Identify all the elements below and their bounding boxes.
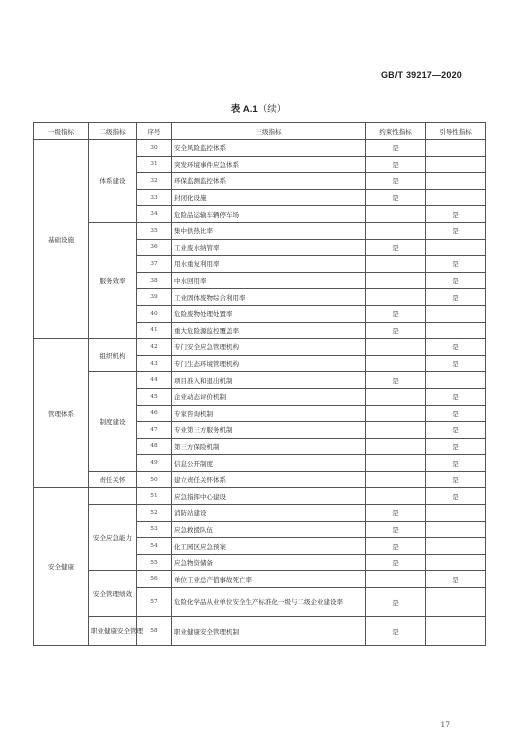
binding-cell: 是 [366, 372, 426, 389]
seq-cell: 37 [137, 256, 172, 273]
col-header-level1: 一级指标 [34, 123, 89, 140]
seq-cell: 39 [137, 289, 172, 306]
level2-cell: 制度建设 [89, 372, 137, 472]
guiding-cell: 是 [426, 289, 486, 306]
guiding-cell [426, 554, 486, 571]
seq-cell: 56 [137, 571, 172, 588]
guiding-cell: 是 [426, 355, 486, 372]
binding-cell [366, 388, 426, 405]
binding-cell [366, 256, 426, 273]
col-header-level2: 二级指标 [89, 123, 137, 140]
binding-cell: 是 [366, 505, 426, 522]
seq-cell: 34 [137, 206, 172, 223]
indicator-name: 单位工业总产值事故死亡率 [172, 571, 366, 588]
guiding-cell [426, 189, 486, 206]
seq-cell: 32 [137, 173, 172, 190]
level2-cell: 安全管理绩效 [89, 571, 137, 617]
level2-cell: 组织机构 [89, 339, 137, 372]
level1-cell: 基础设施 [34, 140, 89, 339]
indicator-name: 项目准入和退出机制 [172, 372, 366, 389]
binding-cell: 是 [366, 322, 426, 339]
guiding-cell: 是 [426, 455, 486, 472]
indicator-name: 危险废物处理处置率 [172, 305, 366, 322]
binding-cell [366, 272, 426, 289]
level2-cell: 责任关怀 [89, 471, 137, 488]
indicator-name: 建立责任关怀体系 [172, 471, 366, 488]
seq-cell: 42 [137, 339, 172, 356]
binding-cell [366, 206, 426, 223]
guiding-cell: 是 [426, 571, 486, 588]
binding-cell: 是 [366, 305, 426, 322]
seq-cell: 58 [137, 617, 172, 646]
binding-cell [366, 405, 426, 422]
level2-cell: 体系建设 [89, 140, 137, 223]
indicator-name: 突发环境事件应急体系 [172, 156, 366, 173]
seq-cell: 49 [137, 455, 172, 472]
binding-cell [366, 422, 426, 439]
guiding-cell [426, 617, 486, 646]
level2-cell: 服务效率 [89, 222, 137, 338]
level1-cell: 安全健康 [34, 488, 89, 646]
guiding-cell [426, 588, 486, 617]
indicator-name: 工业废水纳管率 [172, 239, 366, 256]
table-row [34, 505, 486, 522]
indicator-name: 专门生态环境管理机构 [172, 355, 366, 372]
indicator-name: 化工园区应急预案 [172, 538, 366, 555]
binding-cell: 是 [366, 588, 426, 617]
table-row [34, 140, 486, 157]
guiding-cell: 是 [426, 206, 486, 223]
seq-cell: 46 [137, 405, 172, 422]
guiding-cell: 是 [426, 339, 486, 356]
guiding-cell [426, 372, 486, 389]
col-header-guiding: 引导性指标 [426, 123, 486, 140]
seq-cell: 47 [137, 422, 172, 439]
seq-cell: 36 [137, 239, 172, 256]
indicator-table [33, 122, 486, 646]
seq-cell: 51 [137, 488, 172, 505]
seq-cell: 54 [137, 538, 172, 555]
seq-cell: 53 [137, 521, 172, 538]
indicator-name: 第三方保险机制 [172, 438, 366, 455]
level2-cell-empty [89, 488, 137, 505]
seq-cell: 57 [137, 588, 172, 617]
seq-cell: 48 [137, 438, 172, 455]
col-header-level3: 三级指标 [172, 123, 366, 140]
page-number: 17 [440, 720, 450, 729]
binding-cell: 是 [366, 617, 426, 646]
seq-cell: 41 [137, 322, 172, 339]
guiding-cell [426, 505, 486, 522]
indicator-name: 用水重复利用率 [172, 256, 366, 273]
table-row [34, 488, 486, 505]
binding-cell [366, 339, 426, 356]
table-row [34, 372, 486, 389]
guiding-cell: 是 [426, 222, 486, 239]
guiding-cell [426, 322, 486, 339]
binding-cell [366, 571, 426, 588]
indicator-name: 集中供热比率 [172, 222, 366, 239]
indicator-name: 应急救援队伍 [172, 521, 366, 538]
binding-cell [366, 355, 426, 372]
binding-cell: 是 [366, 554, 426, 571]
seq-cell: 38 [137, 272, 172, 289]
seq-cell: 45 [137, 388, 172, 405]
level1-cell: 管理体系 [34, 339, 89, 488]
level2-cell: 职业健康安全管理 [89, 617, 137, 646]
guiding-cell: 是 [426, 388, 486, 405]
table-row [34, 222, 486, 239]
indicator-name: 应急物资储备 [172, 554, 366, 571]
indicator-name: 危险化学品从业单位安全生产标准化一级与二级企业建设率 [172, 588, 366, 617]
indicator-name: 危险品运输车辆停车场 [172, 206, 366, 223]
col-header-binding: 约束性指标 [366, 123, 426, 140]
binding-cell: 是 [366, 538, 426, 555]
seq-cell: 31 [137, 156, 172, 173]
binding-cell: 是 [366, 156, 426, 173]
indicator-name: 重大危险源监控覆盖率 [172, 322, 366, 339]
binding-cell [366, 488, 426, 505]
guiding-cell: 是 [426, 471, 486, 488]
seq-cell: 43 [137, 355, 172, 372]
binding-cell [366, 222, 426, 239]
binding-cell [366, 289, 426, 306]
binding-cell: 是 [366, 189, 426, 206]
guiding-cell: 是 [426, 405, 486, 422]
table-header-row [34, 123, 486, 140]
guiding-cell [426, 173, 486, 190]
indicator-name: 专门安全应急管理机构 [172, 339, 366, 356]
guiding-cell [426, 521, 486, 538]
indicator-name: 中水回用率 [172, 272, 366, 289]
guiding-cell: 是 [426, 422, 486, 439]
seq-cell: 52 [137, 505, 172, 522]
table-row [34, 571, 486, 588]
col-header-seq: 序号 [137, 123, 172, 140]
indicator-name: 专家咨询机制 [172, 405, 366, 422]
indicator-name: 应急指挥中心建设 [172, 488, 366, 505]
guiding-cell [426, 538, 486, 555]
seq-cell: 40 [137, 305, 172, 322]
level2-cell: 安全应急能力 [89, 505, 137, 571]
standard-code: GB/T 39217—2020 [380, 70, 462, 80]
table-number: 表 A.1 [230, 104, 258, 115]
guiding-cell [426, 239, 486, 256]
indicator-name: 环保监测监控体系 [172, 173, 366, 190]
indicator-name: 安全风险监控体系 [172, 140, 366, 157]
guiding-cell [426, 305, 486, 322]
guiding-cell: 是 [426, 488, 486, 505]
indicator-name: 封闭化设施 [172, 189, 366, 206]
table-row [34, 617, 486, 646]
binding-cell [366, 438, 426, 455]
seq-cell: 35 [137, 222, 172, 239]
indicator-name: 工业固体废物综合利用率 [172, 289, 366, 306]
guiding-cell [426, 156, 486, 173]
seq-cell: 50 [137, 471, 172, 488]
guiding-cell: 是 [426, 438, 486, 455]
guiding-cell [426, 140, 486, 157]
guiding-cell: 是 [426, 256, 486, 273]
binding-cell: 是 [366, 140, 426, 157]
indicator-name: 企业动态评价机制 [172, 388, 366, 405]
seq-cell: 33 [137, 189, 172, 206]
indicator-name: 职业健康安全管理机制 [172, 617, 366, 646]
indicator-name: 信息公开制度 [172, 455, 366, 472]
table-title-suffix: （续） [257, 104, 287, 115]
indicator-name: 消防站建设 [172, 505, 366, 522]
table-title [0, 101, 517, 115]
seq-cell: 44 [137, 372, 172, 389]
seq-cell: 55 [137, 554, 172, 571]
table-row [34, 471, 486, 488]
binding-cell [366, 455, 426, 472]
seq-cell: 30 [137, 140, 172, 157]
table-row [34, 339, 486, 356]
binding-cell: 是 [366, 521, 426, 538]
binding-cell: 是 [366, 239, 426, 256]
indicator-name: 专业第三方服务机制 [172, 422, 366, 439]
guiding-cell: 是 [426, 272, 486, 289]
binding-cell: 是 [366, 173, 426, 190]
binding-cell [366, 471, 426, 488]
